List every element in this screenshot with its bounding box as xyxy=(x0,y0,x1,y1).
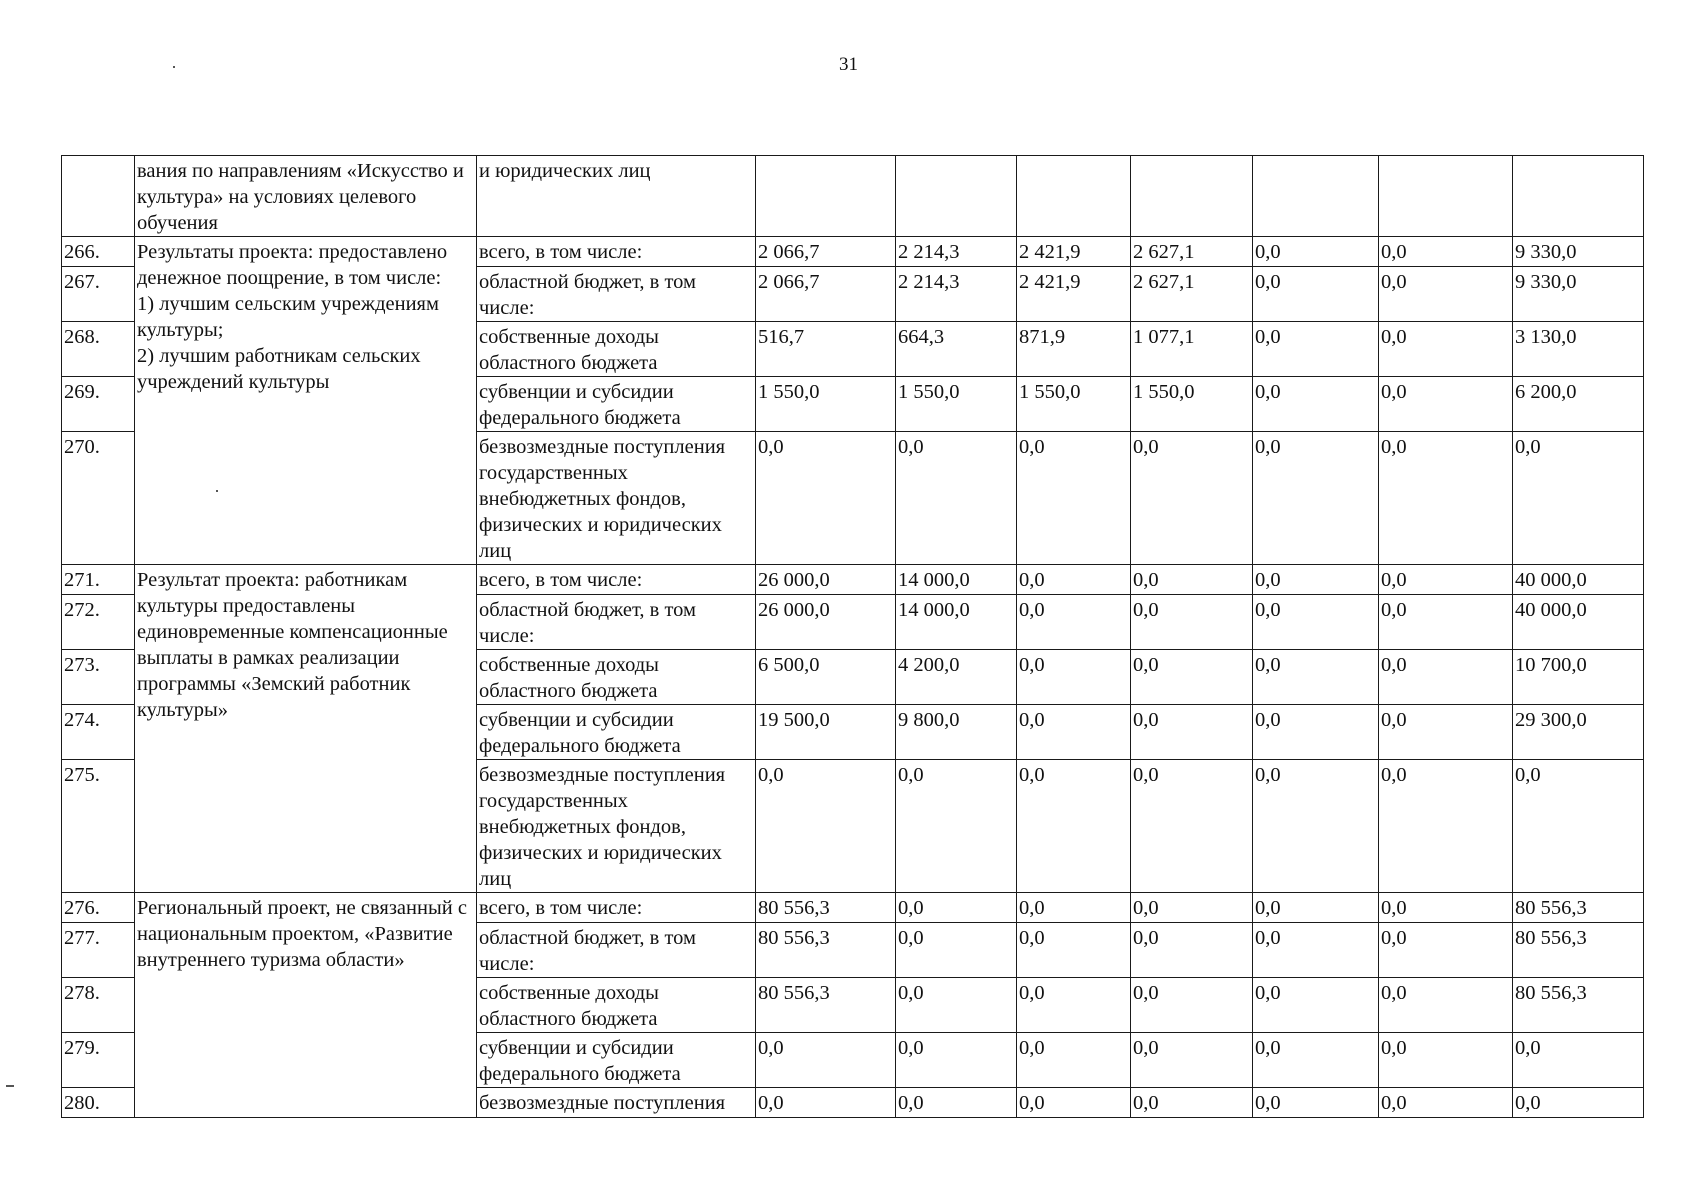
value-cell: 0,0 xyxy=(1253,893,1379,923)
value-cell: 0,0 xyxy=(1379,923,1513,978)
value-cell: 0,0 xyxy=(1131,432,1253,565)
row-number-cell: 274. xyxy=(62,705,135,760)
value-cell: 1 077,1 xyxy=(1131,322,1253,377)
value-cell: 19 500,0 xyxy=(756,705,896,760)
value-cell: 0,0 xyxy=(1253,595,1379,650)
value-cell: 0,0 xyxy=(1513,1033,1644,1088)
value-cell: 2 627,1 xyxy=(1131,267,1253,322)
value-cell: 0,0 xyxy=(1379,595,1513,650)
funding-source-cell: собственные доходы областного бюджета xyxy=(477,978,756,1033)
funding-source-cell: всего, в том числе: xyxy=(477,565,756,595)
value-cell: 9 330,0 xyxy=(1513,267,1644,322)
value-cell: 80 556,3 xyxy=(756,893,896,923)
value-cell: 0,0 xyxy=(1253,760,1379,893)
value-cell: 0,0 xyxy=(756,1088,896,1118)
value-cell: 26 000,0 xyxy=(756,565,896,595)
value-cell: 0,0 xyxy=(1017,595,1131,650)
value-cell: 871,9 xyxy=(1017,322,1131,377)
row-number-cell: 278. xyxy=(62,978,135,1033)
value-cell: 80 556,3 xyxy=(1513,923,1644,978)
funding-source-cell: и юридических лиц xyxy=(477,156,756,237)
value-cell: 14 000,0 xyxy=(896,595,1017,650)
value-cell xyxy=(1017,156,1131,237)
funding-source-cell: всего, в том числе: xyxy=(477,893,756,923)
value-cell: 0,0 xyxy=(1379,1033,1513,1088)
value-cell: 0,0 xyxy=(1253,432,1379,565)
row-number-cell: 272. xyxy=(62,595,135,650)
value-cell: 0,0 xyxy=(1017,760,1131,893)
value-cell: 0,0 xyxy=(1379,322,1513,377)
budget-table xyxy=(61,155,1644,1118)
value-cell: 2 627,1 xyxy=(1131,237,1253,267)
value-cell: 0,0 xyxy=(1253,923,1379,978)
value-cell: 0,0 xyxy=(1131,760,1253,893)
table-row xyxy=(62,565,1644,595)
row-number-cell: 275. xyxy=(62,760,135,893)
table-row xyxy=(62,237,1644,267)
value-cell: 0,0 xyxy=(1131,893,1253,923)
value-cell: 40 000,0 xyxy=(1513,595,1644,650)
row-number-cell xyxy=(62,156,135,237)
value-cell: 0,0 xyxy=(1017,650,1131,705)
row-number-cell: 277. xyxy=(62,923,135,978)
value-cell xyxy=(1513,156,1644,237)
value-cell: 80 556,3 xyxy=(1513,893,1644,923)
value-cell: 0,0 xyxy=(756,432,896,565)
value-cell: 516,7 xyxy=(756,322,896,377)
table-body xyxy=(62,156,1644,1118)
description-cell: Результат проекта: работникам культуры предоставлены единовременные компенсационные выплаты в рамках реализации программы «Земский работник культуры» xyxy=(135,565,477,893)
value-cell: 0,0 xyxy=(1253,565,1379,595)
value-cell: 0,0 xyxy=(1017,1088,1131,1118)
value-cell: 2 421,9 xyxy=(1017,267,1131,322)
value-cell: 0,0 xyxy=(1513,760,1644,893)
value-cell: 0,0 xyxy=(1131,1088,1253,1118)
value-cell: 0,0 xyxy=(896,432,1017,565)
value-cell: 0,0 xyxy=(756,1033,896,1088)
value-cell: 0,0 xyxy=(1253,322,1379,377)
value-cell: 2 214,3 xyxy=(896,237,1017,267)
row-number-cell: 279. xyxy=(62,1033,135,1088)
funding-source-cell: безвозмездные поступления государственных внебюджетных фондов, физических и юридических лиц xyxy=(477,760,756,893)
value-cell: 0,0 xyxy=(1253,237,1379,267)
row-number-cell: 271. xyxy=(62,565,135,595)
description-cell: Результаты проекта: предоставлено денежное поощрение, в том числе: 1) лучшим сельским учреждениям культуры; 2) лучшим работникам сельских учреждений культуры xyxy=(135,237,477,565)
value-cell: 0,0 xyxy=(1131,1033,1253,1088)
value-cell: 6 200,0 xyxy=(1513,377,1644,432)
funding-source-cell: субвенции и субсидии федерального бюджета xyxy=(477,377,756,432)
row-number-cell: 276. xyxy=(62,893,135,923)
description-cell: Региональный проект, не связанный с национальным проектом, «Развитие внутреннего туризма области» xyxy=(135,893,477,1118)
value-cell: 10 700,0 xyxy=(1513,650,1644,705)
description-cell: вания по направлениям «Искусство и культура» на условиях целевого обучения xyxy=(135,156,477,237)
value-cell: 0,0 xyxy=(1379,565,1513,595)
value-cell: 0,0 xyxy=(1379,237,1513,267)
value-cell: 0,0 xyxy=(1131,705,1253,760)
value-cell: 0,0 xyxy=(1513,432,1644,565)
value-cell: 0,0 xyxy=(1253,978,1379,1033)
value-cell: 14 000,0 xyxy=(896,565,1017,595)
funding-source-cell: субвенции и субсидии федерального бюджета xyxy=(477,1033,756,1088)
row-number-cell: 268. xyxy=(62,322,135,377)
value-cell: 0,0 xyxy=(896,760,1017,893)
row-number-cell: 273. xyxy=(62,650,135,705)
value-cell: 2 066,7 xyxy=(756,267,896,322)
value-cell: 0,0 xyxy=(896,1088,1017,1118)
funding-source-cell: собственные доходы областного бюджета xyxy=(477,322,756,377)
value-cell: 0,0 xyxy=(1131,978,1253,1033)
value-cell: 0,0 xyxy=(756,760,896,893)
value-cell: 6 500,0 xyxy=(756,650,896,705)
value-cell: 1 550,0 xyxy=(896,377,1017,432)
scan-speck xyxy=(173,66,175,68)
value-cell xyxy=(896,156,1017,237)
funding-source-cell: собственные доходы областного бюджета xyxy=(477,650,756,705)
funding-source-cell: безвозмездные поступления государственных внебюджетных фондов, физических и юридических лиц xyxy=(477,432,756,565)
value-cell: 0,0 xyxy=(1379,267,1513,322)
value-cell: 2 066,7 xyxy=(756,237,896,267)
value-cell xyxy=(756,156,896,237)
value-cell: 0,0 xyxy=(1017,705,1131,760)
value-cell: 664,3 xyxy=(896,322,1017,377)
row-number-cell: 266. xyxy=(62,237,135,267)
row-number-cell: 269. xyxy=(62,377,135,432)
row-number-cell: 270. xyxy=(62,432,135,565)
value-cell: 0,0 xyxy=(1379,893,1513,923)
value-cell: 0,0 xyxy=(1253,1088,1379,1118)
value-cell: 0,0 xyxy=(1513,1088,1644,1118)
value-cell: 0,0 xyxy=(1379,1088,1513,1118)
value-cell: 0,0 xyxy=(1379,432,1513,565)
value-cell: 0,0 xyxy=(1253,650,1379,705)
value-cell: 0,0 xyxy=(1017,432,1131,565)
value-cell: 0,0 xyxy=(1253,267,1379,322)
table-row xyxy=(62,893,1644,923)
value-cell: 26 000,0 xyxy=(756,595,896,650)
value-cell: 0,0 xyxy=(1131,923,1253,978)
value-cell: 4 200,0 xyxy=(896,650,1017,705)
page-number: 31 xyxy=(839,54,858,75)
value-cell xyxy=(1253,156,1379,237)
value-cell: 0,0 xyxy=(1379,705,1513,760)
value-cell: 0,0 xyxy=(1131,595,1253,650)
value-cell: 0,0 xyxy=(896,1033,1017,1088)
value-cell: 0,0 xyxy=(1379,650,1513,705)
value-cell: 0,0 xyxy=(1379,377,1513,432)
value-cell: 0,0 xyxy=(1017,978,1131,1033)
value-cell: 0,0 xyxy=(1017,1033,1131,1088)
funding-source-cell: безвозмездные поступления xyxy=(477,1088,756,1118)
value-cell: 80 556,3 xyxy=(756,923,896,978)
funding-source-cell: областной бюджет, в том числе: xyxy=(477,267,756,322)
funding-source-cell: субвенции и субсидии федерального бюджета xyxy=(477,705,756,760)
funding-source-cell: всего, в том числе: xyxy=(477,237,756,267)
value-cell: 0,0 xyxy=(1017,893,1131,923)
value-cell: 0,0 xyxy=(1253,1033,1379,1088)
value-cell xyxy=(1131,156,1253,237)
value-cell: 80 556,3 xyxy=(756,978,896,1033)
value-cell: 0,0 xyxy=(1379,978,1513,1033)
value-cell: 2 214,3 xyxy=(896,267,1017,322)
value-cell: 0,0 xyxy=(1131,565,1253,595)
value-cell: 1 550,0 xyxy=(1017,377,1131,432)
row-number-cell: 280. xyxy=(62,1088,135,1118)
value-cell: 40 000,0 xyxy=(1513,565,1644,595)
value-cell: 2 421,9 xyxy=(1017,237,1131,267)
funding-source-cell: областной бюджет, в том числе: xyxy=(477,923,756,978)
funding-source-cell: областной бюджет, в том числе: xyxy=(477,595,756,650)
value-cell: 1 550,0 xyxy=(1131,377,1253,432)
value-cell: 9 330,0 xyxy=(1513,237,1644,267)
value-cell: 0,0 xyxy=(1253,377,1379,432)
value-cell: 1 550,0 xyxy=(756,377,896,432)
value-cell: 3 130,0 xyxy=(1513,322,1644,377)
value-cell: 0,0 xyxy=(896,893,1017,923)
value-cell: 9 800,0 xyxy=(896,705,1017,760)
value-cell: 0,0 xyxy=(1017,565,1131,595)
row-number-cell: 267. xyxy=(62,267,135,322)
table-row xyxy=(62,156,1644,237)
value-cell: 0,0 xyxy=(896,978,1017,1033)
value-cell: 29 300,0 xyxy=(1513,705,1644,760)
value-cell: 0,0 xyxy=(896,923,1017,978)
value-cell: 80 556,3 xyxy=(1513,978,1644,1033)
value-cell: 0,0 xyxy=(1253,705,1379,760)
value-cell xyxy=(1379,156,1513,237)
value-cell: 0,0 xyxy=(1379,760,1513,893)
value-cell: 0,0 xyxy=(1131,650,1253,705)
value-cell: 0,0 xyxy=(1017,923,1131,978)
scan-speck xyxy=(6,1085,14,1087)
